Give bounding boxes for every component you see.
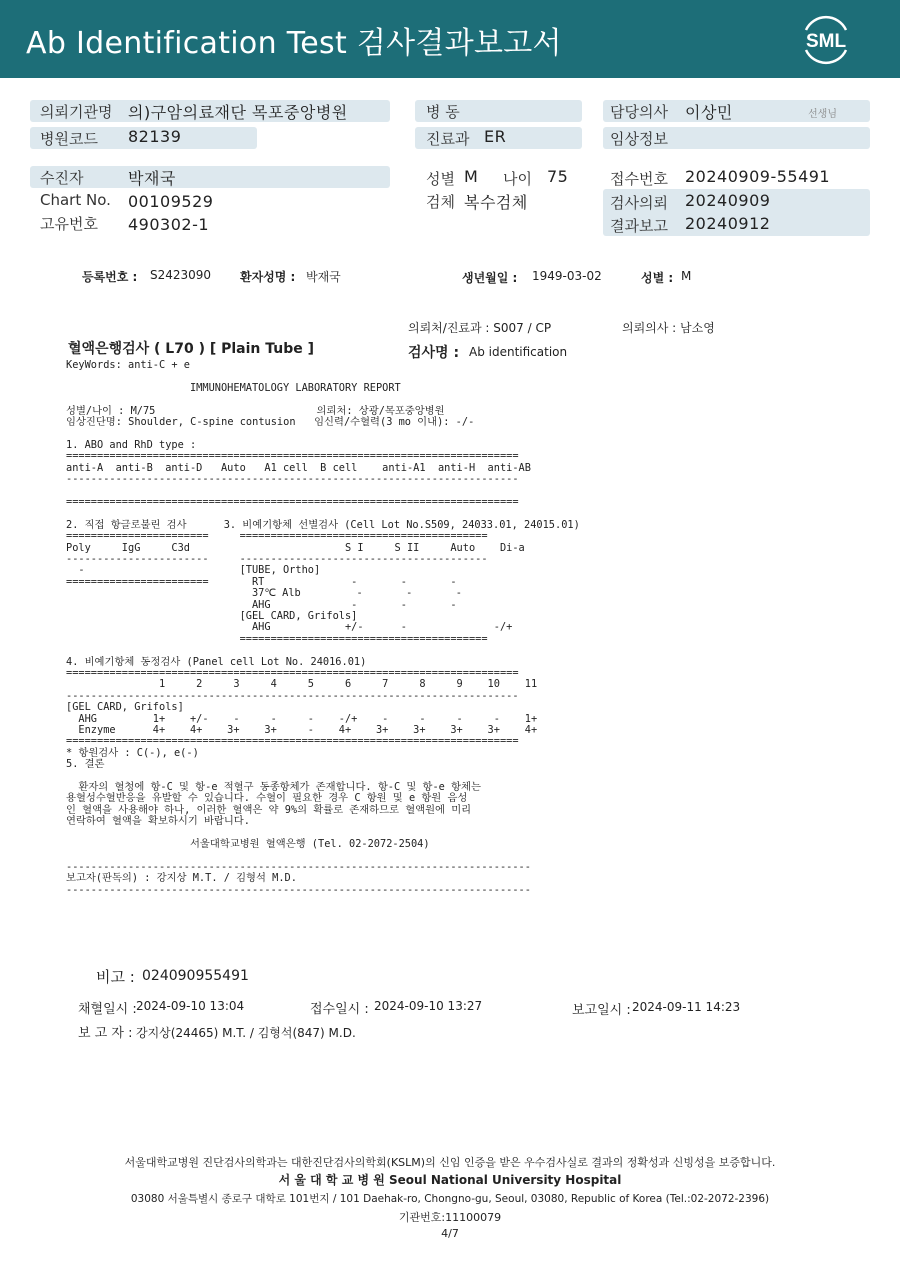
reception-label: 접수번호 <box>610 170 668 188</box>
institution-value: 의)구암의료재단 목포중앙병원 <box>128 103 348 122</box>
dob-value: 1949-03-02 <box>532 269 602 283</box>
report-header <box>0 0 900 78</box>
logo-text: SML <box>805 31 847 52</box>
result-label: 결과보고 <box>610 217 668 235</box>
result-value: 20240912 <box>685 214 771 233</box>
doctor-label: 담당의사 <box>610 103 668 121</box>
reg-value: S2423090 <box>150 268 212 282</box>
footer-address: 03080 서울특별시 종로구 대학로 101번지 / 101 Daehak-ro, Chongno-gu, Seoul, 03080, Republic of Korea (Tel.:02-2072-2396) <box>130 1193 770 1205</box>
request-label: 검사의뢰 <box>610 194 668 212</box>
doctor-value: 이상민 <box>685 103 733 122</box>
note-label: 비고 : <box>96 968 135 986</box>
receive-label: 접수일시 : <box>310 1002 369 1017</box>
age-label: 나이 <box>503 170 532 188</box>
report-time-value: 2024-09-11 14:23 <box>632 1000 741 1014</box>
footer-institution-number: 기관번호:11100079 <box>398 1211 502 1224</box>
chart-value: 00109529 <box>128 192 214 211</box>
patient-bar <box>30 166 390 188</box>
note-value: 024090955491 <box>142 968 249 984</box>
patient-value: 박재국 <box>128 169 176 188</box>
doctor-suffix: 선생님 <box>808 109 837 120</box>
collect-value: 2024-09-10 13:04 <box>136 999 245 1013</box>
department-label: 진료과 <box>426 130 470 148</box>
chart-label: Chart No. <box>40 191 111 209</box>
sex-label: 성별 <box>426 170 455 188</box>
reporter-value: 강지상(24465) M.T. / 김형석(847) M.D. <box>136 1026 356 1040</box>
test-name-label: 검사명 : <box>408 345 460 361</box>
department-value: ER <box>484 127 507 146</box>
reg-label: 등록번호 : <box>82 270 138 284</box>
name-label: 환자성명 : <box>240 270 296 284</box>
specimen-label: 검체 <box>426 193 455 211</box>
unique-value: 490302-1 <box>128 215 210 234</box>
institution-label: 의뢰기관명 <box>40 103 113 121</box>
requesting-physician: 의뢰의사 : 남소영 <box>622 321 715 335</box>
lab-report-body: KeyWords: anti-C + e IMMUNOHEMATOLOGY LABORATORY REPORT 성별/나이 : M/75 의뢰처: 상광/목포중앙병원 임상진단명: Shoulder, C-spine contusion 임신력/수혈력(3 mo 이내): -/- 1. ABO and RhD type : ========================================================================= anti-A anti-B anti-D Auto A1 cell B cell anti-A1 anti-H anti-AB ------------------------------------------------------------------------- ========================================================================= 2. 직접 항글로불린 검사 3. 비예기항체 선별검사 (Cell Lot No.S509, 24033.01, 24015.01) ======================= ======================================== Poly IgG C3d S I S II Auto Di-a ----------------------- ---------------------------------------- - [TUBE, Ortho] ======================= RT - - - 37℃ Alb - - - AHG - - - [GEL CARD, Grifols] AHG +/- - -/+ ======================================== 4. 비예기항체 동정검사 (Panel cell Lot No. 24016.01) ========================================================================= 1 2 3 4 5 6 7 8 9 10 11 ------------------------------------------------------------------------- [GEL CARD, Grifols] AHG 1+ +/- - - - -/+ - - - - 1+ Enzyme 4+ 4+ 3+ 3+ - 4+ 3+ 3+ 3+ 3+ 4+ ========================================================================= * 항원검사 : C(-), e(-) 5. 결론 환자의 혈청에 항-C 및 항-e 적혈구 동종항체가 존재합니다. 항-C 및 항-e 항체는 용혈성수혈반응을 유발할 수 있습니다. 수혈이 필요한 경우 C 항원 및 e 항원 음성 인 혈액을 사용해야 하나, 이러한 혈액은 약 9%의 확률로 존재하므로 혈액원에 미리 연락하여 혈액을 확보하시기 바랍니다. 서울대학교병원 혈액은행 (Tel. 02-2072-2504) --------------------------------------------------------------------------- 보고자(판독의) : 강지상 M.T. / 김형석 M.D. --------------------------------------------------------------------------- <box>66 359 580 896</box>
page-number: 4/7 <box>441 1227 459 1240</box>
dob-label: 생년월일 : <box>462 271 518 285</box>
request-value: 20240909 <box>685 191 771 210</box>
reception-value: 20240909-55491 <box>685 167 831 186</box>
receive-value: 2024-09-10 13:27 <box>374 999 483 1013</box>
clinical-label: 임상정보 <box>610 130 668 148</box>
test-title: 혈액은행검사 ( L70 ) [ Plain Tube ] <box>68 341 315 357</box>
hospital-code-label: 병원코드 <box>40 130 98 148</box>
sml-logo-icon <box>796 12 856 68</box>
report-title: Ab Identification Test 검사결과보고서 <box>26 26 562 61</box>
report-sex-label: 성별 : <box>641 271 674 285</box>
test-name-value: Ab identification <box>469 345 568 359</box>
sex-value: M <box>464 167 479 186</box>
collect-label: 채혈일시 : <box>78 1002 137 1017</box>
hospital-code-value: 82139 <box>128 127 182 146</box>
requester-dept: 의뢰처/진료과 : S007 / CP <box>408 321 552 335</box>
ward-label: 병 동 <box>426 103 460 121</box>
reporter-label: 보 고 자 : <box>78 1026 133 1041</box>
report-time-label: 보고일시 : <box>572 1003 631 1018</box>
name-value: 박재국 <box>306 270 341 284</box>
footer-hospital-name: 서 울 대 학 교 병 원 Seoul National University Hospital <box>278 1173 622 1187</box>
footer-certification: 서울대학교병원 진단검사의학과는 대한진단검사의학회(KSLM)의 신임 인증을 받은 우수검사실로 결과의 정확성과 신빙성을 보증합니다. <box>124 1156 776 1169</box>
unique-label: 고유번호 <box>40 215 98 233</box>
patient-label: 수진자 <box>40 169 84 187</box>
specimen-value: 복수검체 <box>464 193 528 212</box>
age-value: 75 <box>547 167 569 186</box>
report-sex-value: M <box>681 269 692 283</box>
